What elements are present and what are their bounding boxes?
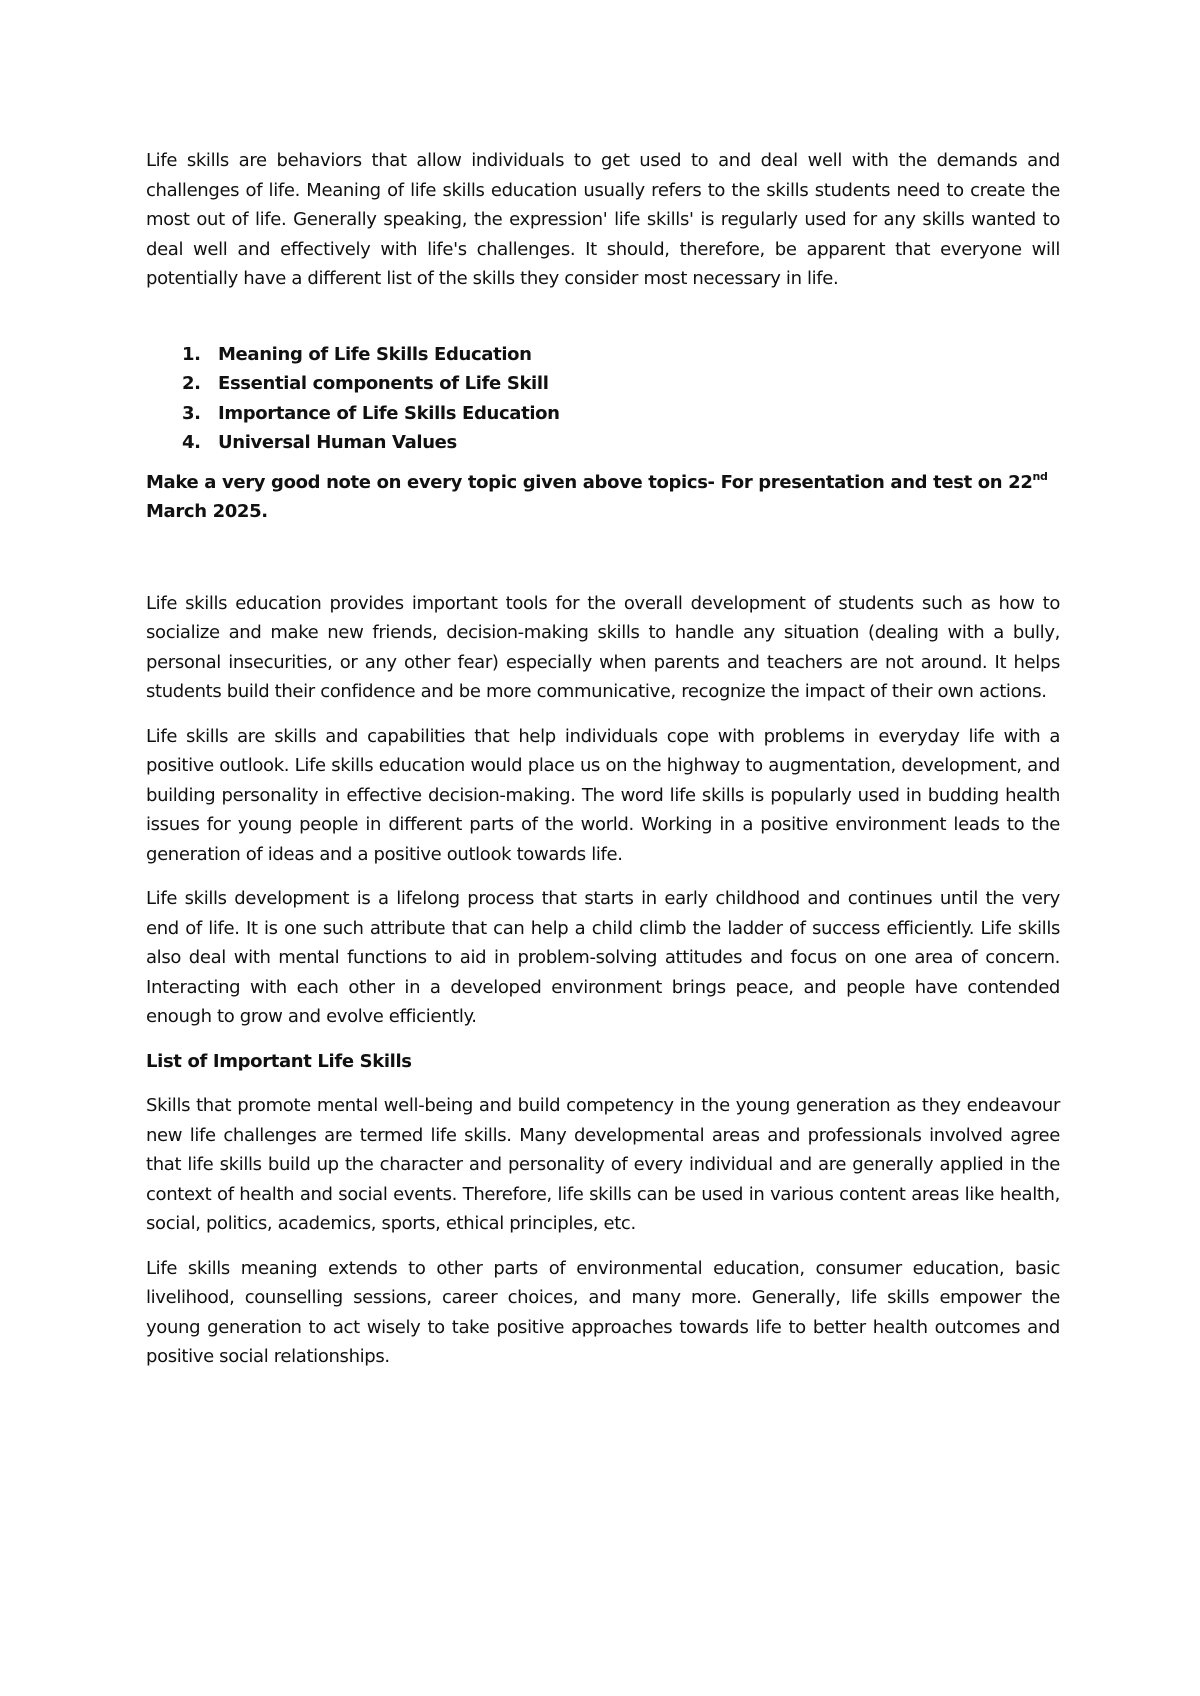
- topic-item: [146, 428, 1060, 458]
- body-paragraph-4: Skills that promote mental well-being and build competency in the young generation as they endeavour new life challenges are termed life skills. Many developmental areas and professionals involved agree that life skills build up the character and personality of every individual and are generally applied in the context of health and social events. Therefore, life skills can be used in various content areas like health, social, politics, academics, sports, ethical principles, etc.: [146, 1095, 1060, 1234]
- ordinal-suffix: nd: [1032, 469, 1048, 483]
- instruction-note: [146, 468, 1060, 527]
- instruction-text: Make a very good note on every topic given above topics- For presentation and test on 22: [146, 471, 1033, 493]
- topic-item: [146, 340, 1060, 370]
- document-page: [146, 146, 1060, 1372]
- body-paragraph-2: Life skills are skills and capabilities that help individuals cope with problems in everyday life with a positive outlook. Life skills education would place us on the highway to augmentation, development, and building personality in effective decision-making. The word life skills is popularly used in budding health issues for young people in different parts of the world. Working in a positive environment leads to the generation of ideas and a positive outlook towards life.: [146, 725, 1060, 865]
- topic-number: 2.: [182, 373, 201, 394]
- topic-item: [146, 369, 1060, 399]
- body-paragraph-5: Life skills meaning extends to other parts of environmental education, consumer education, basic livelihood, counselling sessions, career choices, and many more. Generally, life skills empower the young generation to act wisely to take positive approaches towards life to better health outcomes and positive social relationships.: [146, 1257, 1060, 1367]
- topic-number: 4.: [182, 432, 201, 453]
- body-paragraph-3: Life skills development is a lifelong process that starts in early childhood and continues until the very end of life. It is one such attribute that can help a child climb the ladder of success efficiently. Life skills also deal with mental functions to aid in problem-solving attitudes and focus on one area of concern. Interacting with each other in a developed environment brings peace, and people have contended enough to grow and evolve efficiently.: [146, 888, 1060, 1027]
- topic-label: Meaning of Life Skills Education: [218, 343, 532, 365]
- topic-list: [146, 340, 1060, 458]
- instruction-date: March 2025.: [146, 501, 268, 522]
- topic-label: Essential components of Life Skill: [218, 373, 549, 394]
- topic-number: 3.: [182, 402, 201, 424]
- topic-number: 1.: [182, 343, 201, 365]
- intro-paragraph: Life skills are behaviors that allow individuals to get used to and deal well with the demands and challenges of life. Meaning of life skills education usually refers to the skills students need to create the most out of life. Generally speaking, the expression' life skills' is regularly used for any skills wanted to deal well and effectively with life's challenges. It should, therefore, be apparent that everyone will potentially have a different list of the skills they consider most necessary in life.: [146, 150, 1060, 289]
- body-paragraph-1: Life skills education provides important tools for the overall development of students such as how to socialize and make new friends, decision-making skills to handle any situation (dealing with a bully, personal insecurities, or any other fear) especially when parents and teachers are not around. It helps students build their confidence and be more communicative, recognize the impact of their own actions.: [146, 592, 1060, 702]
- topic-label: Importance of Life Skills Education: [218, 402, 560, 424]
- topic-label: Universal Human Values: [218, 432, 457, 453]
- section-heading: List of Important Life Skills: [146, 1050, 412, 1072]
- topic-item: [146, 399, 1060, 429]
